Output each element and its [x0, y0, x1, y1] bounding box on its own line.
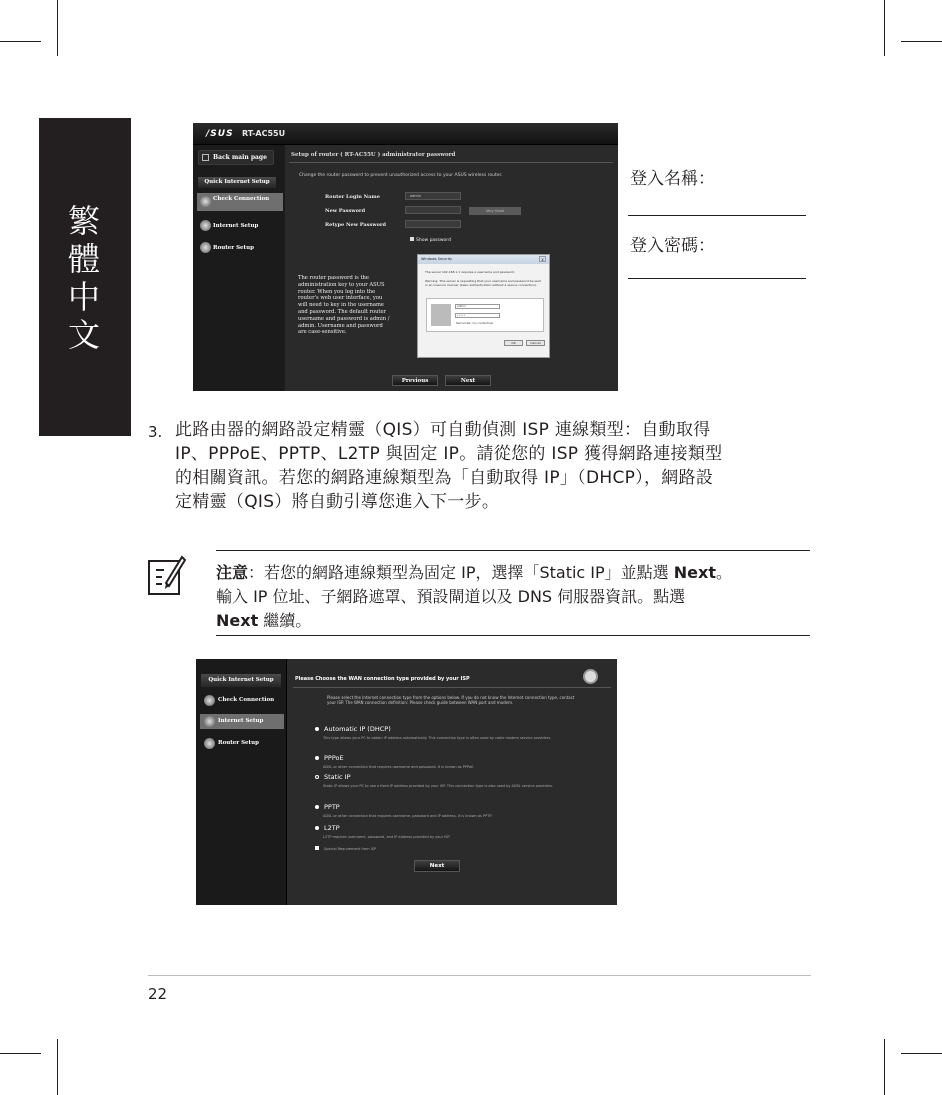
wan-main-panel	[286, 659, 617, 905]
option-description: This type allows your PC to obtain IP address automatically. This connection type is often used by cable modem service providers.	[323, 736, 552, 740]
nav-check-connection[interactable]	[197, 193, 283, 211]
option-description: L2TP requires username, password, and IP address provided by your ISP.	[323, 835, 451, 839]
dialog-warning: Warning: This server is requesting that your username and password be sent in an insecure manner (basic authentication without a secure connection).	[425, 279, 541, 287]
router-password-screenshot	[193, 123, 618, 391]
checkbox-icon	[315, 846, 319, 850]
option-description: Static IP allows your PC to use a fixed IP address provided by your ISP. This connection type is also used by ADSL service providers.	[323, 784, 554, 788]
password-info-text: The router password is the administration key to your ASUS router. When you log into the router's web user interface, you will need to key in the username and password. The default router username and password is admin / admin. Username and password are case-sensitive.	[298, 275, 390, 336]
nav-label: Check Connection	[213, 196, 270, 202]
username-input[interactable]: admin	[455, 304, 500, 309]
qis-header: Quick Internet Setup	[201, 674, 281, 687]
check-connection-icon	[204, 695, 215, 706]
wan-connection-screenshot	[196, 659, 617, 905]
divider	[293, 687, 611, 688]
next-button[interactable]: Next	[414, 860, 460, 872]
retype-password-label: Retype New Password	[325, 222, 387, 228]
router-setup-icon	[204, 738, 215, 749]
internet-setup-icon	[200, 220, 211, 231]
asus-logo: /SUS	[206, 129, 234, 139]
login-name-label: Router Login Name	[325, 194, 380, 200]
crop-mark	[884, 0, 885, 56]
option-l2tp[interactable]	[315, 824, 340, 832]
step-line: 的相關資訊。若您的網路連線類型為「自動取得 IP」（DHCP），網路設	[175, 468, 714, 488]
nav-label: Internet Setup	[213, 223, 259, 229]
router-header-bar	[193, 123, 618, 145]
crop-mark	[0, 1053, 41, 1054]
note-line1: ：若您的網路連線類型為固定 IP，選擇「Static IP」並點選	[248, 563, 674, 582]
language-label	[39, 202, 131, 354]
note-next-bold: Next	[673, 563, 716, 582]
remember-credentials-checkbox[interactable]: Remember my credentials	[456, 321, 493, 325]
dialog-ok-button[interactable]: OK	[504, 340, 523, 346]
option-automatic-ip[interactable]	[315, 725, 391, 733]
new-password-label: New Password	[325, 208, 366, 214]
dialog-titlebar	[418, 255, 549, 264]
dialog-message: The server 192.168.1.1 requires a username and password.	[425, 270, 515, 274]
crop-mark	[57, 0, 58, 56]
option-description: ADSL or other connection that requires username and password. It is known as PPPoE.	[323, 765, 475, 769]
router-sidebar	[193, 145, 285, 391]
step-line: IP、PPPoE、PPTP、L2TP 與固定 IP。請從您的 ISP 獲得網路連接類型	[175, 444, 723, 464]
nav-internet-setup[interactable]	[200, 714, 284, 729]
note-line2: 輸入 IP 位址、子網路遮罩、預設閘道以及 DNS 伺服器資訊。點選	[216, 587, 686, 606]
login-password-blank	[628, 278, 806, 279]
language-label-char: 文	[67, 316, 102, 354]
note-label: 注意	[216, 563, 249, 582]
nav-check-connection[interactable]	[200, 693, 284, 708]
router-setup-icon	[200, 242, 211, 253]
nav-router-setup[interactable]	[200, 736, 284, 751]
dialog-title: Windows Security	[421, 257, 453, 261]
back-main-page-button[interactable]	[198, 150, 274, 165]
credential-box	[426, 298, 544, 332]
option-pptp[interactable]	[315, 803, 340, 811]
page-number: 22	[148, 985, 168, 1003]
nav-label: Internet Setup	[218, 718, 264, 724]
radio-icon	[315, 805, 319, 809]
nav-label: Router Setup	[213, 245, 254, 251]
language-label-char: 體	[67, 240, 102, 278]
option-label: Static IP	[324, 773, 351, 781]
note-line3: 繼續。	[258, 611, 312, 630]
note-line1-end: 。	[715, 563, 732, 582]
router-model: RT-AC55U	[242, 129, 286, 138]
network-icon	[202, 154, 209, 161]
step-line: 此路由器的網路設定精靈（QIS）可自動偵測 ISP 連線類型：自動取得	[175, 420, 711, 440]
nav-label: Check Connection	[218, 697, 275, 703]
check-connection-icon	[200, 196, 211, 207]
note-top-rule	[216, 550, 810, 551]
option-static-ip[interactable]	[315, 773, 351, 781]
panel-description: Change the router password to prevent unauthorized access to your ASUS wireless router.	[299, 173, 503, 178]
login-name-blank	[628, 215, 806, 216]
panel-title: Please Choose the WAN connection type provided by your ISP	[295, 676, 470, 682]
note-bottom-rule	[216, 635, 810, 636]
special-requirement-label: Special Requirement from ISP	[324, 847, 376, 851]
crop-mark	[884, 1039, 885, 1095]
language-side-tab	[39, 118, 131, 436]
crop-mark	[901, 41, 942, 42]
show-password-label: Show password	[416, 238, 451, 243]
divider	[289, 162, 613, 163]
user-avatar-icon	[431, 304, 451, 326]
nav-internet-setup[interactable]	[197, 217, 283, 235]
help-icon[interactable]	[583, 669, 598, 684]
option-label: PPPoE	[324, 754, 344, 762]
panel-description: Please select the Internet connection type from the options below. If you do not know the Internet connection type, contact your ISP. The WAN connection definition: Please check guide between WAN port and modem.	[327, 695, 575, 705]
step-number: 3.	[148, 423, 163, 441]
retype-password-input[interactable]	[405, 220, 461, 228]
footer-rule	[148, 975, 811, 976]
radio-icon	[315, 775, 319, 779]
windows-security-dialog	[417, 254, 550, 358]
radio-icon	[315, 826, 319, 830]
language-label-char: 繁	[67, 202, 102, 240]
internet-setup-icon	[204, 716, 215, 727]
step-line: 定精靈（QIS）將自動引導您進入下一步。	[175, 492, 500, 512]
crop-mark	[57, 1039, 58, 1095]
nav-label: Router Setup	[218, 740, 259, 746]
nav-router-setup[interactable]	[197, 239, 283, 257]
close-icon[interactable]: x	[539, 256, 546, 262]
qis-header: Quick Internet Setup	[198, 177, 276, 188]
crop-mark	[0, 41, 41, 42]
panel-title: Setup of router ( RT-AC55U ) administrator password	[291, 152, 456, 158]
password-strength-indicator: Very Good	[469, 207, 521, 215]
radio-icon	[315, 727, 319, 731]
router-main-panel	[285, 145, 618, 391]
option-description: ADSL or other connection that requires username, password and IP address. It is known as PPTP.	[323, 814, 493, 818]
previous-button[interactable]: Previous	[392, 375, 438, 386]
show-password-checkbox[interactable]	[410, 237, 451, 243]
dialog-cancel-button[interactable]: Cancel	[526, 340, 545, 346]
new-password-input[interactable]	[405, 206, 461, 214]
checkbox-box	[410, 237, 414, 241]
option-label: Automatic IP (DHCP)	[324, 725, 391, 733]
radio-icon	[315, 756, 319, 760]
note-pencil-icon	[146, 553, 186, 597]
login-password-label: 登入密碼：	[630, 236, 715, 256]
next-button[interactable]: Next	[445, 375, 491, 386]
language-label-char: 中	[67, 278, 102, 316]
password-input[interactable]: •••••	[455, 313, 500, 318]
crop-mark	[901, 1053, 942, 1054]
note-text	[216, 561, 810, 633]
step-text	[175, 418, 815, 514]
special-requirement-checkbox[interactable]	[315, 846, 565, 852]
router-sidebar	[196, 659, 286, 905]
option-pppoe[interactable]	[315, 754, 344, 762]
note-next-bold: Next	[216, 611, 259, 630]
login-name-input[interactable]: admin	[405, 192, 461, 200]
login-name-label: 登入名稱：	[630, 169, 715, 189]
option-label: PPTP	[324, 803, 340, 811]
back-main-page-label: Back main page	[213, 154, 267, 161]
option-label: L2TP	[324, 824, 340, 832]
